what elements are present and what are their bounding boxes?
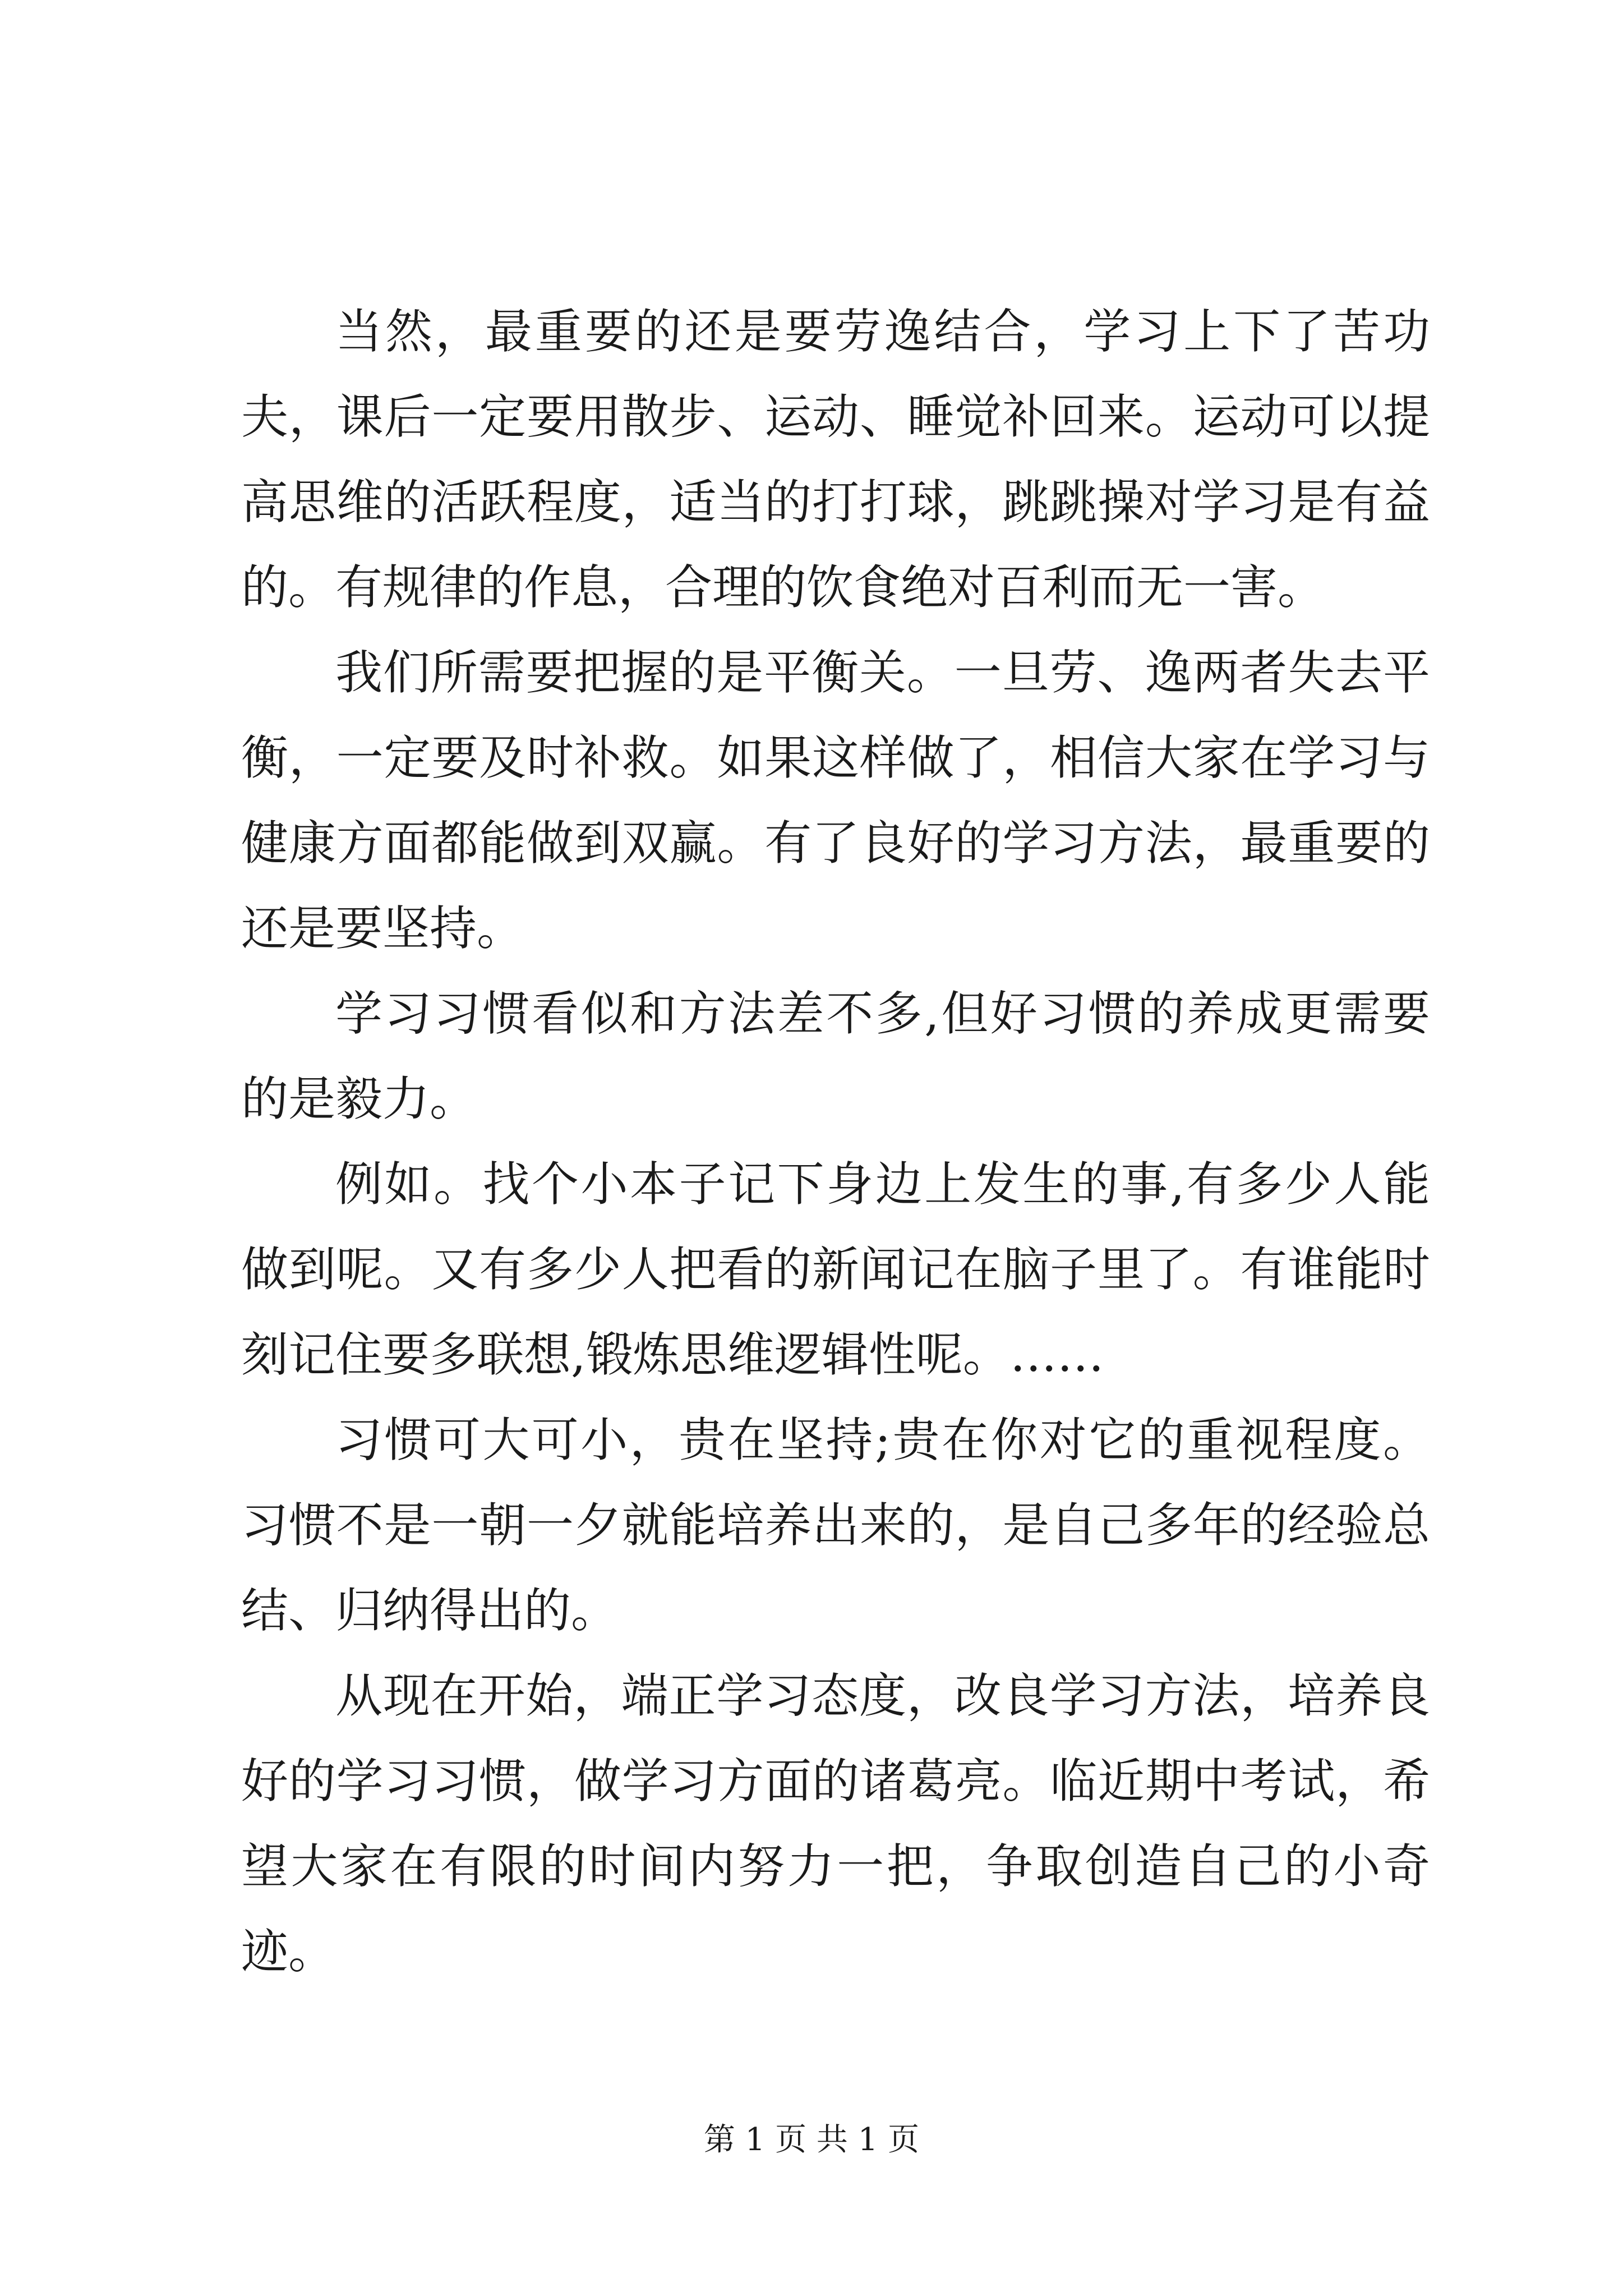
- paragraph-4: 例如。找个小本子记下身边上发生的事,有多少人能做到呢。又有多少人把看的新闻记在脑子里了。有谁能时刻记住要多联想,锻炼思维逻辑性呢。……: [241, 1157, 1430, 1382]
- page-footer: 第 1 页 共 1 页: [703, 2122, 920, 2158]
- paragraph-3: 学习习惯看似和方法差不多,但好习惯的养成更需要的是毅力。: [241, 986, 1430, 1126]
- paragraph-6: 从现在开始，端正学习态度，改良学习方法，培养良好的学习习惯，做学习方面的诸葛亮。临近期中考试，希望大家在有限的时间内努力一把，争取创造自己的小奇迹。: [241, 1668, 1430, 1979]
- paragraph-1: 当然，最重要的还是要劳逸结合，学习上下了苦功夫，课后一定要用散步、运动、睡觉补回来。运动可以提高思维的活跃程度，适当的打打球，跳跳操对学习是有益的。有规律的作息，合理的饮食绝对百利而无一害。: [241, 304, 1430, 615]
- document-body: [241, 289, 1430, 1994]
- paragraph-2: 我们所需要把握的是平衡关。一旦劳、逸两者失去平衡，一定要及时补救。如果这样做了，相信大家在学习与健康方面都能做到双赢。有了良好的学习方法，最重要的还是要坚持。: [241, 645, 1430, 956]
- paragraph-5: 习惯可大可小，贵在坚持;贵在你对它的重视程度。习惯不是一朝一夕就能培养出来的，是自己多年的经验总结、归纳得出的。: [241, 1412, 1430, 1638]
